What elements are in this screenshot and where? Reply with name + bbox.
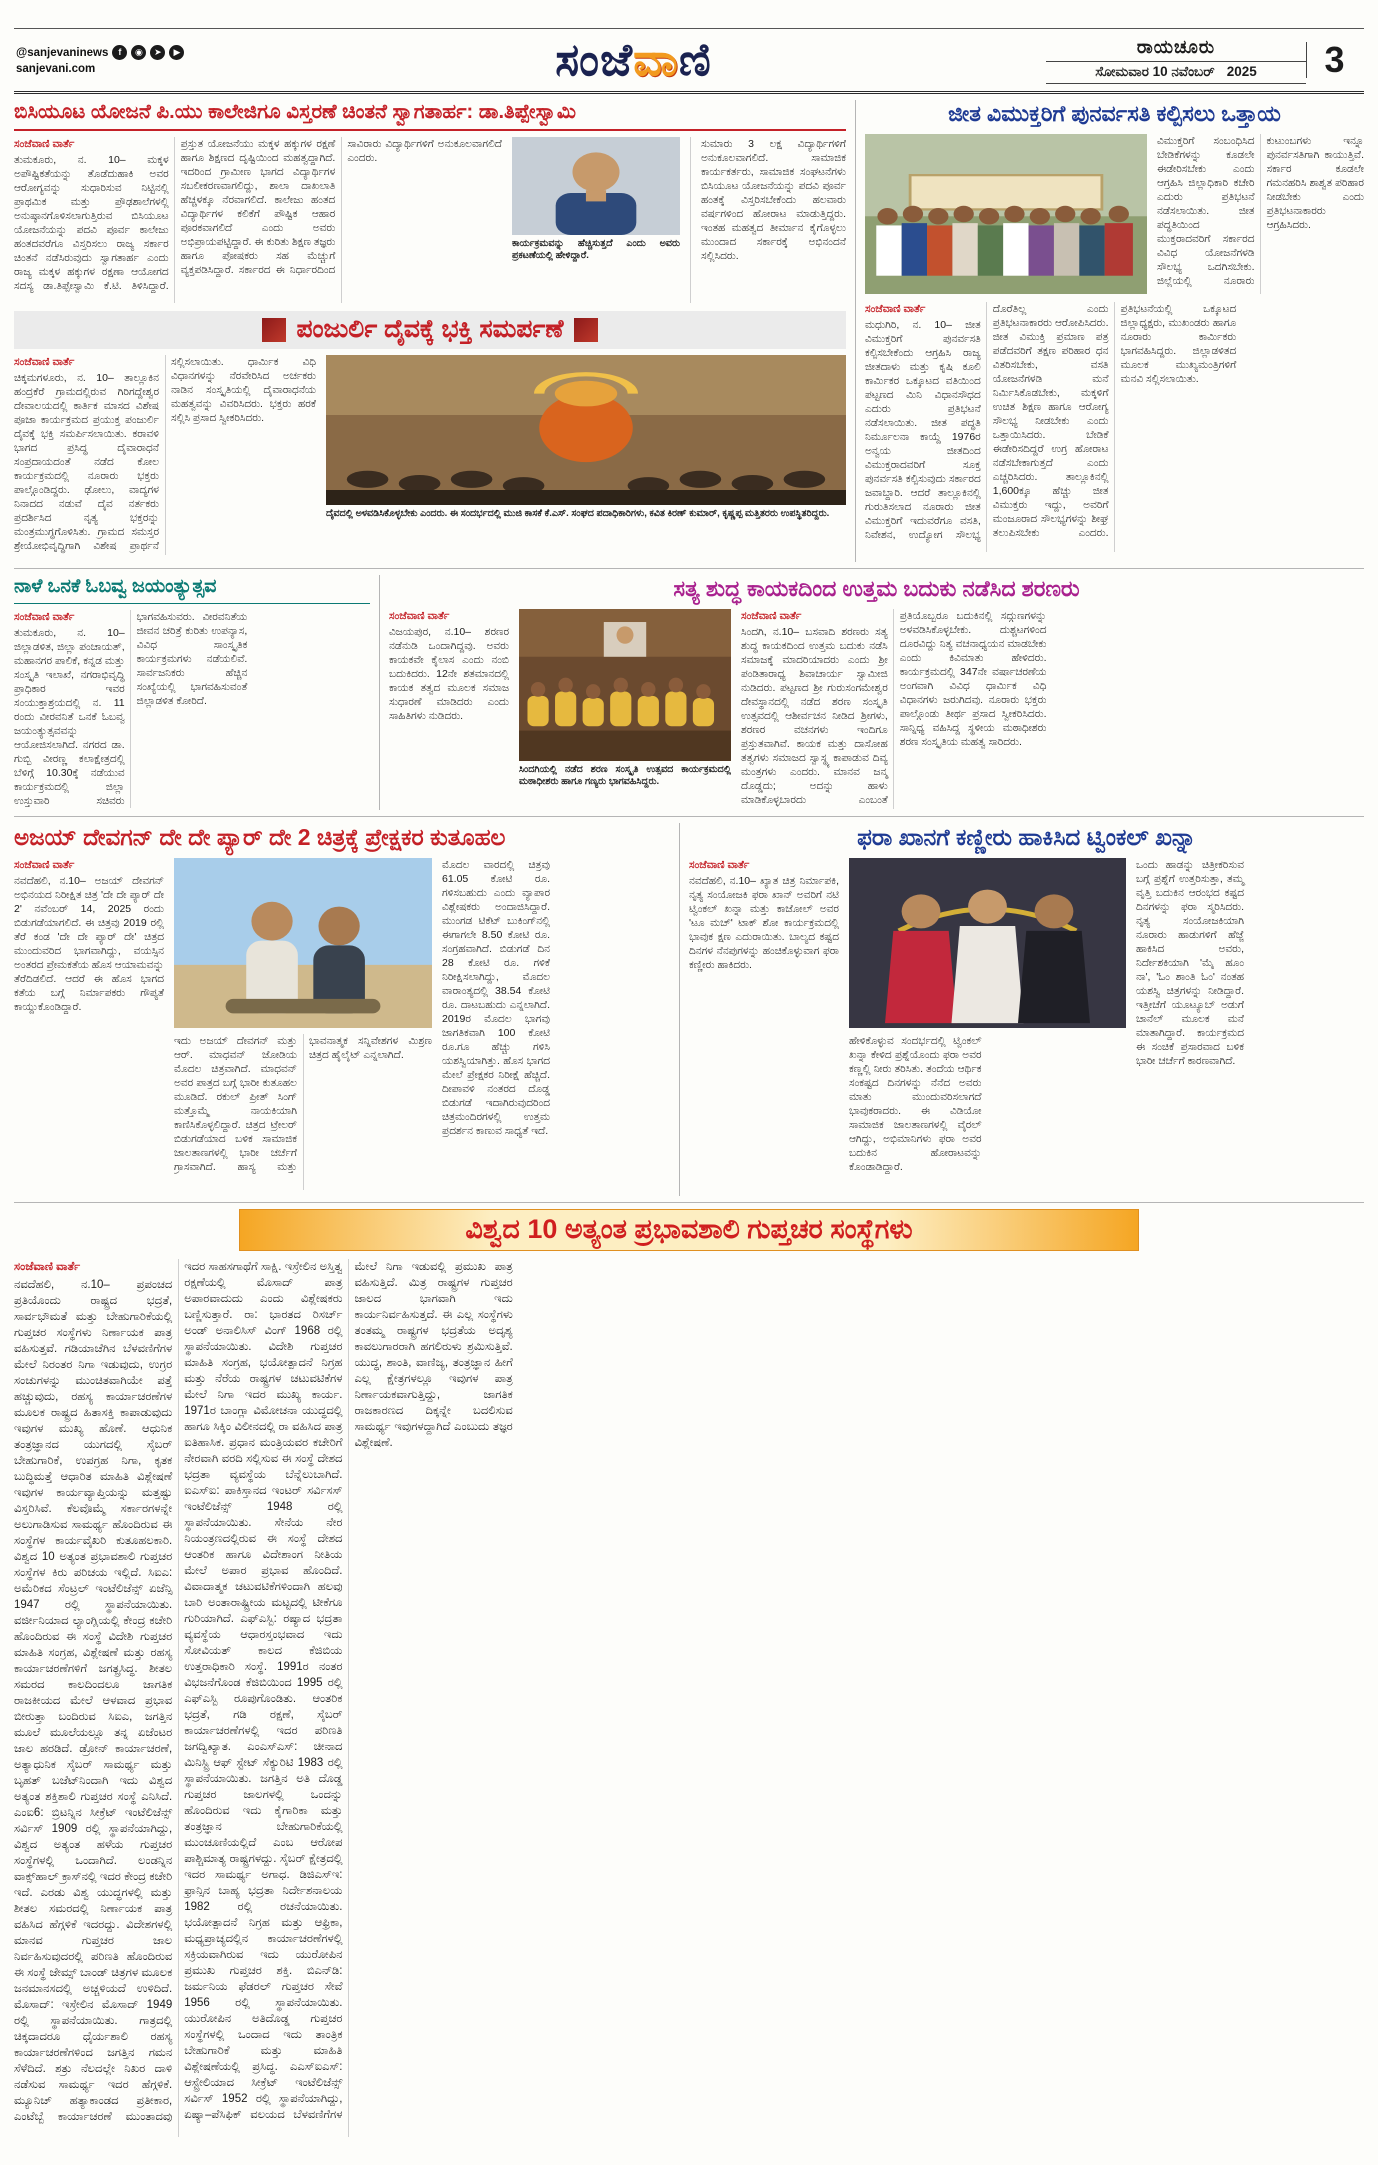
headline-intelligence-agencies: ವಿಶ್ವದ 10 ಅತ್ಯಂತ ಪ್ರಭಾವಶಾಲಿ ಗುಪ್ತಚರ ಸಂಸ್ಥೆಗಳು	[465, 1214, 913, 1244]
byline: ಸಂಜೆವಾಣಿ ವಾರ್ತೆ	[14, 610, 75, 623]
top-right-column	[856, 100, 1364, 562]
article-left-column	[389, 609, 509, 809]
edition-city: ರಾಯಚೂರು	[1136, 36, 1216, 57]
photo-caption: ಕಾರ್ಯಕ್ರಮವನ್ನು ಹೆಚ್ಚಿಸುತ್ತದೆ ಎಂದು ಅವರು ಪ್ರಕಟಣೆಯಲ್ಲಿ ಹೇಳಿದ್ದಾರೆ.	[512, 237, 680, 261]
body-text: ಇದು ಅಜಯ್ ದೇವಗನ್ ಮತ್ತು ಆರ್. ಮಾಧವನ್ ಜೋಡಿಯ ಮೊದಲ ಚಿತ್ರವಾಗಿದೆ. ಮಾಧವನ್ ಅವರ ಪಾತ್ರದ ಬಗ್ಗೆ ಭಾರೀ ಕುತೂಹಲ ಮೂಡಿದೆ. ರಕುಲ್ ಪ್ರೀತ್ ಸಿಂಗ್ ಮತ್ತೊಮ್ಮೆ ನಾಯಕಿಯಾಗಿ ಕಾಣಿಸಿಕೊಳ್ಳಲಿದ್ದಾರೆ. ಚಿತ್ರದ ಟ್ರೇಲರ್ ಬಿಡುಗಡೆಯಾದ ಬಳಿಕ ಸಾಮಾಜಿಕ ಜಾಲತಾಣಗಳಲ್ಲಿ ಭಾರೀ ಚರ್ಚೆಗೆ ಗ್ರಾಸವಾಗಿದೆ. ಹಾಸ್ಯ ಮತ್ತು ಭಾವನಾತ್ಮಕ ಸನ್ನಿವೇಶಗಳ ಮಿಶ್ರಣ ಚಿತ್ರದ ಹೈಲೈಟ್ ಎನ್ನಲಾಗಿದೆ.	[174, 1035, 432, 1174]
photo-protest-group	[865, 134, 1147, 294]
headline-sharanaru: ಸತ್ಯ ಶುದ್ಧ ಕಾಯಕದಿಂದ ಉತ್ತಮ ಬದುಕು ನಡೆಸಿದ ಶರಣರು	[673, 576, 1080, 601]
headline-bonded-labour: ಜೀತ ವಿಮುಕ್ತರಿಗೆ ಪುನರ್ವಸತಿ ಕಲ್ಪಿಸಲು ಒತ್ತಾಯ	[948, 101, 1281, 126]
edition-date: ಸೋಮವಾರ 10 ನವೆಂಬರ್	[1095, 63, 1215, 79]
website-link[interactable]: sanjevani.com	[16, 63, 96, 75]
photo-caption: ಸಿಂದಗಿಯಲ್ಲಿ ನಡೆದ ಶರಣ ಸಂಸ್ಕೃತಿ ಉತ್ಸವದ ಕಾರ್ಯಕ್ರಮದಲ್ಲಿ ಮಠಾಧೀಶರು ಹಾಗೂ ಗಣ್ಯರು ಭಾಗವಹಿಸಿದ್ದರು.	[519, 763, 731, 787]
article-farah-khan	[689, 823, 1364, 1190]
byline: ಸಂಜೆವಾಣಿ ವಾರ್ತೆ	[741, 609, 802, 622]
photo-caption: ದೈವದಲ್ಲಿ ಅಳವಡಿಸಿಕೊಳ್ಳಬೇಕು ಎಂದರು. ಈ ಸಂದರ್ಭದಲ್ಲಿ ಮುಜಿ ಕಾಸಕೆ ಕೆ.ಎಸ್. ಸಂಘದ ಪದಾಧಿಕಾರಿಗಳು, ಕವಿತ ಕಿರಣ್ ಕುಮಾರ್, ಕೃಷ್ಣಪ್ಪ ಮತ್ತಿತರರು ಉಪಸ್ಥಿತರಿದ್ದರು.	[326, 507, 830, 519]
entertainment-section	[14, 816, 1364, 1196]
body-text: ಒಂದು ಹಾಡನ್ನು ಚಿತ್ರೀಕರಿಸುವ ಬಗ್ಗೆ ಪ್ರಶ್ನೆಗೆ ಉತ್ತರಿಸುತ್ತಾ, ತಮ್ಮ ವೃತ್ತಿ ಬದುಕಿನ ಆರಂಭದ ಕಷ್ಟದ ದಿನಗಳನ್ನು ಫರಾ ಸ್ಮರಿಸಿದರು. ನೃತ್ಯ ಸಂಯೋಜಕಿಯಾಗಿ ನೂರಾರು ಹಾಡುಗಳಿಗೆ ಹೆಜ್ಜೆ ಹಾಕಿಸಿದ ಅವರು, ನಿರ್ದೇಶಕಿಯಾಗಿ 'ಮೈ ಹೂಂ ನಾ', 'ಓಂ ಶಾಂತಿ ಓಂ' ನಂತಹ ಯಶಸ್ವಿ ಚಿತ್ರಗಳನ್ನು ನೀಡಿದ್ದಾರೆ. ಇತ್ತೀಚೆಗೆ ಯೂಟ್ಯೂಬ್ ಅಡುಗೆ ಚಾನೆಲ್ ಮೂಲಕ ಮನೆ ಮಾತಾಗಿದ್ದಾರೆ. ಕಾರ್ಯಕ್ರಮದ ಈ ಸಂಚಿಕೆ ಪ್ರಸಾರವಾದ ಬಳಿಕ ಭಾರೀ ಚರ್ಚೆಗೆ ಕಾರಣವಾಗಿದೆ.	[1136, 859, 1244, 1068]
headline-ajay-devgn: ಅಜಯ್ ದೇವಗನ್ ದೇ ದೇ ಪ್ಯಾರ್ ದೇ 2 ಚಿತ್ರಕ್ಕೆ ಪ್ರೇಕ್ಷಕರ ಕುತೂಹಲ	[14, 824, 506, 850]
byline: ಸಂಜೆವಾಣಿ ವಾರ್ತೆ	[14, 1261, 81, 1273]
byline: ಸಂಜೆವಾಣಿ ವಾರ್ತೆ	[865, 303, 926, 316]
body-text: ಮಧುಗಿರಿ, ನ. 10– ಜೀತ ವಿಮುಕ್ತರಿಗೆ ಪುನರ್ವಸತಿ ಕಲ್ಪಿಸಬೇಕೆಂದು ಆಗ್ರಹಿಸಿ ರಾಜ್ಯ ಜೀತದಾಳು ಮತ್ತು ಕೃಷಿ ಕೂಲಿ ಕಾರ್ಮಿಕರ ಒಕ್ಕೂಟದ ವತಿಯಿಂದ ಪಟ್ಟಣದ ಮಿನಿ ವಿಧಾನಸೌಧದ ಎದುರು ಪ್ರತಿಭಟನೆ ನಡೆಸಲಾಯಿತು. ಜೀತ ಪದ್ಧತಿ ನಿರ್ಮೂಲನಾ ಕಾಯ್ದೆ 1976ರ ಅನ್ವಯ ಜೀತದಿಂದ ವಿಮುಕ್ತರಾದವರಿಗೆ ಸೂಕ್ತ ಪುನರ್ವಸತಿ ಕಲ್ಪಿಸುವುದು ಸರ್ಕಾರದ ಜವಾಬ್ದಾರಿ. ಆದರೆ ತಾಲ್ಲೂಕಿನಲ್ಲಿ ಗುರುತಿಸಲಾದ ನೂರಾರು ಜೀತ ವಿಮುಕ್ತರಿಗೆ ಇದುವರೆಗೂ ವಸತಿ, ನಿವೇಶನ, ಉದ್ಯೋಗ ಸೌಲಭ್ಯ ದೊರೆತಿಲ್ಲ ಎಂದು ಪ್ರತಿಭಟನಾಕಾರರು ಆರೋಪಿಸಿದರು. ಜೀತ ವಿಮುಕ್ತಿ ಪ್ರಮಾಣ ಪತ್ರ ಪಡೆದವರಿಗೆ ತಕ್ಷಣ ಪರಿಹಾರ ಧನ ವಿತರಿಸಬೇಕು, ವಸತಿ ಯೋಜನೆಗಳಡಿ ಮನೆ ನಿರ್ಮಿಸಿಕೊಡಬೇಕು, ಮಕ್ಕಳಿಗೆ ಉಚಿತ ಶಿಕ್ಷಣ ಹಾಗೂ ಆರೋಗ್ಯ ಸೌಲಭ್ಯ ನೀಡಬೇಕು ಎಂದು ಒತ್ತಾಯಿಸಿದರು. ಬೇಡಿಕೆ ಈಡೇರಿಸದಿದ್ದರೆ ಉಗ್ರ ಹೋರಾಟ ನಡೆಸಬೇಕಾಗುತ್ತದೆ ಎಂದು ಎಚ್ಚರಿಸಿದರು. ತಾಲ್ಲೂಕಿನಲ್ಲಿ 1,600ಕ್ಕೂ ಹೆಚ್ಚು ಜೀತ ವಿಮುಕ್ತರು ಇದ್ದು, ಅವರಿಗೆ ಮಂಜೂರಾದ ಸೌಲಭ್ಯಗಳನ್ನು ಶೀಘ್ರ ತಲುಪಿಸಬೇಕು ಎಂದರು. ಪ್ರತಿಭಟನೆಯಲ್ಲಿ ಒಕ್ಕೂಟದ ಜಿಲ್ಲಾಧ್ಯಕ್ಷರು, ಮುಖಂಡರು ಹಾಗೂ ನೂರಾರು ಕಾರ್ಮಿಕರು ಭಾಗವಹಿಸಿದ್ದರು. ಜಿಲ್ಲಾಡಳಿತದ ಮೂಲಕ ಮುಖ್ಯಮಂತ್ರಿಗಳಿಗೆ ಮನವಿ ಸಲ್ಲಿಸಲಾಯಿತು.	[865, 303, 1237, 542]
article-body	[741, 609, 1364, 809]
masthead	[14, 28, 1364, 94]
facebook-icon[interactable]: f	[112, 45, 127, 60]
byline: ಸಂಜೆವಾಣಿ ವಾರ್ತೆ	[14, 137, 75, 150]
logo-text-right: ಣಿ	[678, 33, 712, 85]
body-text: ವಿಮುಕ್ತರಿಗೆ ಸಂಬಂಧಿಸಿದ ಬೇಡಿಕೆಗಳನ್ನು ಕೂಡಲೇ ಈಡೇರಿಸಬೇಕು ಎಂದು ಆಗ್ರಹಿಸಿ ಜಿಲ್ಲಾಧಿಕಾರಿ ಕಚೇರಿ ಎದುರು ಪ್ರತಿಭಟನೆ ನಡೆಸಲಾಯಿತು. ಜೀತ ಪದ್ಧತಿಯಿಂದ ಮುಕ್ತರಾದವರಿಗೆ ಸರ್ಕಾರದ ವಿವಿಧ ಯೋಜನೆಗಳಡಿ ಸೌಲಭ್ಯ ಒದಗಿಸಬೇಕು. ಜಿಲ್ಲೆಯಲ್ಲಿ ನೂರಾರು ಕುಟುಂಬಗಳು ಇನ್ನೂ ಪುನರ್ವಸತಿಗಾಗಿ ಕಾಯುತ್ತಿವೆ. ಸರ್ಕಾರ ಕೂಡಲೇ ಗಮನಹರಿಸಿ ಶಾಶ್ವತ ಪರಿಹಾರ ನೀಡಬೇಕು ಎಂದು ಪ್ರತಿಭಟನಾಕಾರರು ಆಗ್ರಹಿಸಿದರು.	[1157, 135, 1364, 288]
youtube-icon[interactable]: ▶	[169, 45, 184, 60]
photo-daiva-ritual-crowd	[326, 355, 846, 505]
masthead-social-block	[16, 45, 221, 75]
photo-movie-still	[174, 858, 432, 1028]
entertainment-right-column	[680, 823, 1364, 1196]
middle-section	[14, 568, 1364, 810]
edition-info	[1046, 37, 1306, 84]
article-mid-columns	[174, 1034, 432, 1190]
body-text: ವಿಜಯಪುರ, ನ.10– ಶರಣರ ನಡೆನುಡಿ ಒಂದಾಗಿದ್ದವು. ಅವರು ಕಾಯಕವೇ ಕೈಲಾಸ ಎಂದು ನಂಬಿ ಬದುಕಿದರು. 12ನೇ ಶತಮಾನದಲ್ಲಿ ಕಾಯಕ ತತ್ವದ ಮೂಲಕ ಸಮಾಜ ಸುಧಾರಣೆ ಮಾಡಿದರು ಎಂದು ಸಾಹಿತಿಗಳು ನುಡಿದರು.	[389, 625, 509, 722]
body-text: ತುಮಕೂರು, ನ. 10– ಮಕ್ಕಳ ಅಪೌಷ್ಟಿಕತೆಯನ್ನು ತೊಡೆದುಹಾಕಿ ಅವರ ಆರೋಗ್ಯವನ್ನು ಸುಧಾರಿಸುವ ನಿಟ್ಟಿನಲ್ಲಿ ಪ್ರಾಥಮಿಕ ಮತ್ತು ಪ್ರೌಢಶಾಲೆಗಳಲ್ಲಿ ಅನುಷ್ಠಾನಗೊಳಿಸಲಾಗುತ್ತಿರುವ ಬಿಸಿಯೂಟ ಯೋಜನೆಯನ್ನು ಪದವಿ ಪೂರ್ವ ಕಾಲೇಜು ಹಂತದವರೆಗೂ ವಿಸ್ತರಿಸಲು ರಾಜ್ಯ ಸರ್ಕಾರ ಚಿಂತನೆ ನಡೆಸಿರುವುದು ಸ್ವಾಗತಾರ್ಹ ಎಂದು ರಾಜ್ಯ ಮಕ್ಕಳ ಹಕ್ಕುಗಳ ರಕ್ಷಣಾ ಆಯೋಗದ ಸದಸ್ಯ ಡಾ.ತಿಪ್ಪೇಸ್ವಾಮಿ ಕೆ.ಟಿ. ತಿಳಿಸಿದ್ದಾರೆ. ಪ್ರಸ್ತುತ ಯೋಜನೆಯು ಮಕ್ಕಳ ಹಕ್ಕುಗಳ ರಕ್ಷಣೆ ಹಾಗೂ ಶಿಕ್ಷಣದ ದೃಷ್ಟಿಯಿಂದ ಮಹತ್ವದ್ದಾಗಿದೆ. ಇದರಿಂದ ಗ್ರಾಮೀಣ ಭಾಗದ ವಿದ್ಯಾರ್ಥಿಗಳ ಸಬಲೀಕರಣವಾಗಲಿದ್ದು, ಶಾಲಾ ದಾಖಲಾತಿ ಹೆಚ್ಚಳಕ್ಕೂ ನೆರವಾಗಲಿದೆ. ಕಾಲೇಜು ಹಂತದ ವಿದ್ಯಾರ್ಥಿಗಳ ಕಲಿಕೆಗೆ ಪೌಷ್ಟಿಕ ಆಹಾರ ಪೂರಕವಾಗಲಿದೆ ಎಂದು ಅವರು ಅಭಿಪ್ರಾಯಪಟ್ಟಿದ್ದಾರೆ. ಈ ಕುರಿತು ಶಿಕ್ಷಣ ತಜ್ಞರು ಹಾಗೂ ಪೋಷಕರು ಸಹ ಮೆಚ್ಚುಗೆ ವ್ಯಕ್ತಪಡಿಸಿದ್ದಾರೆ. ಸರ್ಕಾರದ ಈ ನಿರ್ಧಾರದಿಂದ ಸಾವಿರಾರು ವಿದ್ಯಾರ್ಥಿಗಳಿಗೆ ಅನುಕೂಲವಾಗಲಿದೆ ಎಂದರು.	[14, 137, 502, 292]
article-body	[14, 610, 370, 808]
article-mid-columns	[849, 1034, 1126, 1190]
article-bonded-labour	[865, 100, 1364, 552]
page-number: 3	[1306, 42, 1362, 78]
body-text: ನವದೆಹಲಿ, ನ.10– ಖ್ಯಾತ ಚಿತ್ರ ನಿರ್ಮಾಪಕಿ, ನೃತ್ಯ ಸಂಯೋಜಕಿ ಫರಾ ಖಾನ್ ಅವರಿಗೆ ನಟಿ ಟ್ವಿಂಕಲ್ ಖನ್ನಾ ಮತ್ತು ಕಾಜೋಲ್ ಅವರ 'ಟೂ ಮಚ್' ಟಾಕ್ ಶೋ ಕಾರ್ಯಕ್ರಮದಲ್ಲಿ ಭಾವುಕ ಕ್ಷಣ ಎದುರಾಯಿತು. ಬಾಲ್ಯದ ಕಷ್ಟದ ದಿನಗಳ ನೆನಪುಗಳನ್ನು ಹಂಚಿಕೊಳ್ಳುವಾಗ ಫರಾ ಕಣ್ಣೀರು ಹಾಕಿದರು.	[689, 875, 839, 972]
entertainment-left-column	[14, 823, 680, 1196]
top-left-column	[14, 100, 856, 562]
body-text: ತುಮಕೂರು, ನ. 10– ಜಿಲ್ಲಾಡಳಿತ, ಜಿಲ್ಲಾ ಪಂಚಾಯತ್, ಮಹಾನಗರ ಪಾಲಿಕೆ, ಕನ್ನಡ ಮತ್ತು ಸಂಸ್ಕೃತಿ ಇಲಾಖೆ, ನಗರಾಭಿವೃದ್ಧಿ ಪ್ರಾಧಿಕಾರ ಇವರ ಸಂಯುಕ್ತಾಶ್ರಯದಲ್ಲಿ ನ. 11 ರಂದು ವೀರವನಿತೆ ಒನಕೆ ಓಬವ್ವ ಜಯಂತ್ಯುತ್ಸವವನ್ನು ಆಯೋಜಿಸಲಾಗಿದೆ. ನಗರದ ಡಾ. ಗುಬ್ಬಿ ವೀರಣ್ಣ ಕಲಾಕ್ಷೇತ್ರದಲ್ಲಿ ಬೆಳಿಗ್ಗೆ 10.30ಕ್ಕೆ ನಡೆಯುವ ಕಾರ್ಯಕ್ರಮದಲ್ಲಿ ಜಿಲ್ಲಾ ಉಸ್ತುವಾರಿ ಸಚಿವರು ಭಾಗವಹಿಸುವರು. ವೀರವನಿತೆಯ ಜೀವನ ಚರಿತ್ರೆ ಕುರಿತು ಉಪನ್ಯಾಸ, ವಿವಿಧ ಸಾಂಸ್ಕೃತಿಕ ಕಾರ್ಯಕ್ರಮಗಳು ನಡೆಯಲಿವೆ. ಸಾರ್ವಜನಿಕರು ಹೆಚ್ಚಿನ ಸಂಖ್ಯೆಯಲ್ಲಿ ಭಾಗವಹಿಸುವಂತೆ ಜಿಲ್ಲಾಡಳಿತ ಕೋರಿದೆ.	[14, 610, 248, 807]
body-text: ಮೊದಲ ವಾರದಲ್ಲಿ ಚಿತ್ರವು 61.05 ಕೋಟಿ ರೂ. ಗಳಿಸಬಹುದು ಎಂದು ವ್ಯಾಪಾರ ವಿಶ್ಲೇಷಕರು ಅಂದಾಜಿಸಿದ್ದಾರೆ. ಮುಂಗಡ ಟಿಕೆಟ್ ಬುಕಿಂಗ್‌ನಲ್ಲಿ ಈಗಾಗಲೇ 8.50 ಕೋಟಿ ರೂ. ಸಂಗ್ರಹವಾಗಿದೆ. ಬಿಡುಗಡೆ ದಿನ 28 ಕೋಟಿ ರೂ. ಗಳಿಕೆ ನಿರೀಕ್ಷಿಸಲಾಗಿದ್ದು, ಮೊದಲ ವಾರಾಂತ್ಯದಲ್ಲಿ 38.54 ಕೋಟಿ ರೂ. ದಾಟಬಹುದು ಎನ್ನಲಾಗಿದೆ. 2019ರ ಮೊದಲ ಭಾಗವು ಜಾಗತಿಕವಾಗಿ 100 ಕೋಟಿ ರೂ.ಗೂ ಹೆಚ್ಚು ಗಳಿಸಿ ಯಶಸ್ವಿಯಾಗಿತ್ತು. ಹೊಸ ಭಾಗದ ಮೇಲೆ ಪ್ರೇಕ್ಷಕರ ನಿರೀಕ್ಷೆ ಹೆಚ್ಚಿದೆ. ದೀಪಾವಳಿ ನಂತರದ ದೊಡ್ಡ ಬಿಡುಗಡೆ ಇದಾಗಿರುವುದರಿಂದ ಚಿತ್ರಮಂದಿರಗಳಲ್ಲಿ ಉತ್ತಮ ಪ್ರದರ್ಶನ ಕಾಣುವ ಸಾಧ್ಯತೆ ಇದೆ.	[442, 859, 550, 1138]
body-text: ನವದೆಹಲಿ, ನ.10– ಪ್ರಪಂಚದ ಪ್ರತಿಯೊಂದು ರಾಷ್ಟ್ರದ ಭದ್ರತೆ, ಸಾರ್ವಭೌಮತೆ ಮತ್ತು ಬೇಹುಗಾರಿಕೆಯಲ್ಲಿ ಗುಪ್ತಚರ ಸಂಸ್ಥೆಗಳು ನಿರ್ಣಾಯಕ ಪಾತ್ರ ವಹಿಸುತ್ತವೆ. ಗಡಿಯಾಚೆಗಿನ ಬೆಳವಣಿಗೆಗಳ ಮೇಲೆ ನಿರಂತರ ನಿಗಾ ಇಡುವುದು, ಉಗ್ರರ ಸಂಚುಗಳನ್ನು ಮುಂಚಿತವಾಗಿಯೇ ಪತ್ತೆ ಹಚ್ಚುವುದು, ರಹಸ್ಯ ಕಾರ್ಯಾಚರಣೆಗಳ ಮೂಲಕ ರಾಷ್ಟ್ರದ ಹಿತಾಸಕ್ತಿ ಕಾಪಾಡುವುದು ಇವುಗಳ ಮುಖ್ಯ ಹೊಣೆ. ಆಧುನಿಕ ತಂತ್ರಜ್ಞಾನದ ಯುಗದಲ್ಲಿ ಸೈಬರ್ ಬೇಹುಗಾರಿಕೆ, ಉಪಗ್ರಹ ನಿಗಾ, ಕೃತಕ ಬುದ್ಧಿಮತ್ತೆ ಆಧಾರಿತ ಮಾಹಿತಿ ವಿಶ್ಲೇಷಣೆ ಇವುಗಳ ಕಾರ್ಯವ್ಯಾಪ್ತಿಯನ್ನು ಮತ್ತಷ್ಟು ವಿಸ್ತರಿಸಿವೆ. ಕೆಲವೊಮ್ಮೆ ಸರ್ಕಾರಗಳನ್ನೇ ಅಲುಗಾಡಿಸುವ ಸಾಮರ್ಥ್ಯ ಹೊಂದಿರುವ ಈ ಸಂಸ್ಥೆಗಳ ಕಾರ್ಯವೈಖರಿ ಕುತೂಹಲಕಾರಿ. ವಿಶ್ವದ 10 ಅತ್ಯಂತ ಪ್ರಭಾವಶಾಲಿ ಗುಪ್ತಚರ ಸಂಸ್ಥೆಗಳ ಕಿರು ಪರಿಚಯ ಇಲ್ಲಿದೆ. ಸಿಐಎ: ಅಮೆರಿಕದ ಸೆಂಟ್ರಲ್ ಇಂಟೆಲಿಜೆನ್ಸ್ ಏಜೆನ್ಸಿ 1947 ರಲ್ಲಿ ಸ್ಥಾಪನೆಯಾಯಿತು. ವರ್ಜೀನಿಯಾದ ಲ್ಯಾಂಗ್ಲಿಯಲ್ಲಿ ಕೇಂದ್ರ ಕಚೇರಿ ಹೊಂದಿರುವ ಈ ಸಂಸ್ಥೆ ವಿದೇಶಿ ಗುಪ್ತಚರ ಮಾಹಿತಿ ಸಂಗ್ರಹ, ವಿಶ್ಲೇಷಣೆ ಮತ್ತು ರಹಸ್ಯ ಕಾರ್ಯಾಚರಣೆಗಳಿಗೆ ಜಗತ್ಪ್ರಸಿದ್ಧ. ಶೀತಲ ಸಮರದ ಕಾಲದಿಂದಲೂ ಜಾಗತಿಕ ರಾಜಕೀಯದ ಮೇಲೆ ಆಳವಾದ ಪ್ರಭಾವ ಬೀರುತ್ತಾ ಬಂದಿರುವ ಸಿಐಎ, ಜಗತ್ತಿನ ಮೂಲೆ ಮೂಲೆಯಲ್ಲೂ ತನ್ನ ಏಜೆಂಟರ ಜಾಲ ಹರಡಿದೆ. ಡ್ರೋನ್ ಕಾರ್ಯಾಚರಣೆ, ಅತ್ಯಾಧುನಿಕ ಸೈಬರ್ ಸಾಮರ್ಥ್ಯ ಮತ್ತು ಬೃಹತ್ ಬಜೆಟ್‌ನಿಂದಾಗಿ ಇದು ವಿಶ್ವದ ಅತ್ಯಂತ ಶಕ್ತಿಶಾಲಿ ಗುಪ್ತಚರ ಸಂಸ್ಥೆ ಎನಿಸಿದೆ. ಎಂಐ6: ಬ್ರಿಟನ್ನಿನ ಸೀಕ್ರೆಟ್ ಇಂಟೆಲಿಜೆನ್ಸ್ ಸರ್ವಿಸ್ 1909 ರಲ್ಲಿ ಸ್ಥಾಪನೆಯಾಗಿದ್ದು, ವಿಶ್ವದ ಅತ್ಯಂತ ಹಳೆಯ ಗುಪ್ತಚರ ಸಂಸ್ಥೆಗಳಲ್ಲಿ ಒಂದಾಗಿದೆ. ಲಂಡನ್ನಿನ ವಾಕ್ಸ್‌ಹಾಲ್ ಕ್ರಾಸ್‌ನಲ್ಲಿ ಇದರ ಕೇಂದ್ರ ಕಚೇರಿ ಇದೆ. ಎರಡು ವಿಶ್ವ ಯುದ್ಧಗಳಲ್ಲಿ ಮತ್ತು ಶೀತಲ ಸಮರದಲ್ಲಿ ನಿರ್ಣಾಯಕ ಪಾತ್ರ ವಹಿಸಿದ ಹೆಗ್ಗಳಿಕೆ ಇದರದ್ದು. ವಿದೇಶಗಳಲ್ಲಿ ಮಾನವ ಗುಪ್ತಚರ ಜಾಲ ನಿರ್ವಹಿಸುವುದರಲ್ಲಿ ಪರಿಣತಿ ಹೊಂದಿರುವ ಈ ಸಂಸ್ಥೆ ಜೇಮ್ಸ್ ಬಾಂಡ್ ಚಿತ್ರಗಳ ಮೂಲಕ ಜನಮಾನಸದಲ್ಲಿ ಅಚ್ಚಳಿಯದೆ ಉಳಿದಿದೆ. ಮೊಸಾದ್: ಇಸ್ರೇಲಿನ ಮೊಸಾದ್ 1949 ರಲ್ಲಿ ಸ್ಥಾಪನೆಯಾಯಿತು. ಗಾತ್ರದಲ್ಲಿ ಚಿಕ್ಕದಾದರೂ ಧೈರ್ಯಶಾಲಿ ರಹಸ್ಯ ಕಾರ್ಯಾಚರಣೆಗಳಿಂದ ಜಗತ್ತಿನ ಗಮನ ಸೆಳೆದಿದೆ. ಶತ್ರು ನೆಲದಲ್ಲೇ ನಿಖರ ದಾಳಿ ನಡೆಸುವ ಸಾಮರ್ಥ್ಯ ಇದರ ಹೆಗ್ಗಳಿಕೆ. ಮ್ಯೂನಿಚ್ ಹತ್ಯಾಕಾಂಡದ ಪ್ರತೀಕಾರ, ಎಂಟೆಬ್ಬೆ ಕಾರ್ಯಾಚರಣೆ ಮುಂತಾದವು ಇದರ ಸಾಹಸಗಾಥೆಗೆ ಸಾಕ್ಷಿ. ಇಸ್ರೇಲಿನ ಅಸ್ತಿತ್ವ ರಕ್ಷಣೆಯಲ್ಲಿ ಮೊಸಾದ್ ಪಾತ್ರ ಅಪಾರವಾದುದು ಎಂದು ವಿಶ್ಲೇಷಕರು ಬಣ್ಣಿಸುತ್ತಾರೆ. ರಾ: ಭಾರತದ ರಿಸರ್ಚ್ ಅಂಡ್ ಅನಾಲಿಸಿಸ್ ವಿಂಗ್ 1968 ರಲ್ಲಿ ಸ್ಥಾಪನೆಯಾಯಿತು. ವಿದೇಶಿ ಗುಪ್ತಚರ ಮಾಹಿತಿ ಸಂಗ್ರಹ, ಭಯೋತ್ಪಾದನೆ ನಿಗ್ರಹ ಮತ್ತು ನೆರೆಯ ರಾಷ್ಟ್ರಗಳ ಚಟುವಟಿಕೆಗಳ ಮೇಲೆ ನಿಗಾ ಇದರ ಮುಖ್ಯ ಕಾರ್ಯ. 1971ರ ಬಾಂಗ್ಲಾ ವಿಮೋಚನಾ ಯುದ್ಧದಲ್ಲಿ ಹಾಗೂ ಸಿಕ್ಕಿಂ ವಿಲೀನದಲ್ಲಿ ರಾ ವಹಿಸಿದ ಪಾತ್ರ ಐತಿಹಾಸಿಕ. ಪ್ರಧಾನ ಮಂತ್ರಿಯವರ ಕಚೇರಿಗೆ ನೇರವಾಗಿ ವರದಿ ಸಲ್ಲಿಸುವ ಈ ಸಂಸ್ಥೆ ದೇಶದ ಭದ್ರತಾ ವ್ಯವಸ್ಥೆಯ ಬೆನ್ನೆಲುಬಾಗಿದೆ. ಐಎಸ್ಐ: ಪಾಕಿಸ್ತಾನದ ಇಂಟರ್ ಸರ್ವಿಸಸ್ ಇಂಟೆಲಿಜೆನ್ಸ್ 1948 ರಲ್ಲಿ ಸ್ಥಾಪನೆಯಾಯಿತು. ಸೇನೆಯ ನೇರ ನಿಯಂತ್ರಣದಲ್ಲಿರುವ ಈ ಸಂಸ್ಥೆ ದೇಶದ ಆಂತರಿಕ ಹಾಗೂ ವಿದೇಶಾಂಗ ನೀತಿಯ ಮೇಲೆ ಅಪಾರ ಪ್ರಭಾವ ಹೊಂದಿದೆ. ವಿವಾದಾತ್ಮಕ ಚಟುವಟಿಕೆಗಳಿಂದಾಗಿ ಹಲವು ಬಾರಿ ಅಂತಾರಾಷ್ಟ್ರೀಯ ಮಟ್ಟದಲ್ಲಿ ಟೀಕೆಗೂ ಗುರಿಯಾಗಿದೆ. ಎಫ್ಎಸ್ಬಿ: ರಷ್ಯಾದ ಭದ್ರತಾ ವ್ಯವಸ್ಥೆಯ ಆಧಾರಸ್ತಂಭವಾದ ಇದು ಸೋವಿಯತ್ ಕಾಲದ ಕೆಜಿಬಿಯ ಉತ್ತರಾಧಿಕಾರಿ ಸಂಸ್ಥೆ. 1991ರ ನಂತರ ವಿಭಜನೆಗೊಂಡ ಕೆಜಿಬಿಯಿಂದ 1995 ರಲ್ಲಿ ಎಫ್ಎಸ್ಬಿ ರೂಪುಗೊಂಡಿತು. ಆಂತರಿಕ ಭದ್ರತೆ, ಗಡಿ ರಕ್ಷಣೆ, ಸೈಬರ್ ಕಾರ್ಯಾಚರಣೆಗಳಲ್ಲಿ ಇದರ ಪರಿಣತಿ ಜಗದ್ವಿಖ್ಯಾತ. ಎಂಎಸ್ಎಸ್: ಚೀನಾದ ಮಿನಿಸ್ಟ್ರಿ ಆಫ್ ಸ್ಟೇಟ್ ಸೆಕ್ಯುರಿಟಿ 1983 ರಲ್ಲಿ ಸ್ಥಾಪನೆಯಾಯಿತು. ಜಗತ್ತಿನ ಅತಿ ದೊಡ್ಡ ಗುಪ್ತಚರ ಜಾಲಗಳಲ್ಲಿ ಒಂದನ್ನು ಹೊಂದಿರುವ ಇದು ಕೈಗಾರಿಕಾ ಮತ್ತು ತಂತ್ರಜ್ಞಾನ ಬೇಹುಗಾರಿಕೆಯಲ್ಲಿ ಮುಂಚೂಣಿಯಲ್ಲಿದೆ ಎಂಬ ಆರೋಪ ಪಾಶ್ಚಿಮಾತ್ಯ ರಾಷ್ಟ್ರಗಳದ್ದು. ಸೈಬರ್ ಕ್ಷೇತ್ರದಲ್ಲಿ ಇದರ ಸಾಮರ್ಥ್ಯ ಅಗಾಧ. ಡಿಜಿಎಸ್ಇ: ಫ್ರಾನ್ಸಿನ ಬಾಹ್ಯ ಭದ್ರತಾ ನಿರ್ದೇಶನಾಲಯ 1982 ರಲ್ಲಿ ರಚನೆಯಾಯಿತು. ಭಯೋತ್ಪಾದನೆ ನಿಗ್ರಹ ಮತ್ತು ಆಫ್ರಿಕಾ, ಮಧ್ಯಪ್ರಾಚ್ಯದಲ್ಲಿನ ಕಾರ್ಯಾಚರಣೆಗಳಲ್ಲಿ ಸಕ್ರಿಯವಾಗಿರುವ ಇದು ಯುರೋಪಿನ ಪ್ರಮುಖ ಗುಪ್ತಚರ ಶಕ್ತಿ. ಬಿಎನ್‌ಡಿ: ಜರ್ಮನಿಯ ಫೆಡರಲ್ ಗುಪ್ತಚರ ಸೇವೆ 1956 ರಲ್ಲಿ ಸ್ಥಾಪನೆಯಾಯಿತು. ಯುರೋಪಿನ ಅತಿದೊಡ್ಡ ಗುಪ್ತಚರ ಸಂಸ್ಥೆಗಳಲ್ಲಿ ಒಂದಾದ ಇದು ತಾಂತ್ರಿಕ ಬೇಹುಗಾರಿಕೆ ಮತ್ತು ಮಾಹಿತಿ ವಿಶ್ಲೇಷಣೆಯಲ್ಲಿ ಪ್ರಸಿದ್ಧ. ಎಎಸ್ಐಎಸ್: ಆಸ್ಟ್ರೇಲಿಯಾದ ಸೀಕ್ರೆಟ್ ಇಂಟೆಲಿಜೆನ್ಸ್ ಸರ್ವಿಸ್ 1952 ರಲ್ಲಿ ಸ್ಥಾಪನೆಯಾಗಿದ್ದು, ಏಷ್ಯಾ–ಪೆಸಿಫಿಕ್ ವಲಯದ ಬೆಳವಣಿಗೆಗಳ ಮೇಲೆ ನಿಗಾ ಇಡುವಲ್ಲಿ ಪ್ರಮುಖ ಪಾತ್ರ ವಹಿಸುತ್ತಿದೆ. ಮಿತ್ರ ರಾಷ್ಟ್ರಗಳ ಗುಪ್ತಚರ ಜಾಲದ ಭಾಗವಾಗಿ ಇದು ಕಾರ್ಯನಿರ್ವಹಿಸುತ್ತದೆ. ಈ ಎಲ್ಲ ಸಂಸ್ಥೆಗಳು ತಂತಮ್ಮ ರಾಷ್ಟ್ರಗಳ ಭದ್ರತೆಯ ಅದೃಶ್ಯ ಕಾವಲುಗಾರರಾಗಿ ಹಗಲಿರುಳು ಶ್ರಮಿಸುತ್ತಿವೆ. ಯುದ್ಧ, ಶಾಂತಿ, ವಾಣಿಜ್ಯ, ತಂತ್ರಜ್ಞಾನ ಹೀಗೆ ಎಲ್ಲ ಕ್ಷೇತ್ರಗಳಲ್ಲೂ ಇವುಗಳ ಪಾತ್ರ ನಿರ್ಣಾಯಕವಾಗುತ್ತಿದ್ದು, ಜಾಗತಿಕ ರಾಜಕಾರಣದ ದಿಕ್ಕನ್ನೇ ಬದಲಿಸುವ ಸಾಮರ್ಥ್ಯ ಇವುಗಳದ್ದಾಗಿದೆ ಎಂಬುದು ತಜ್ಞರ ವಿಶ್ಲೇಷಣೆ.	[14, 1261, 513, 2123]
article-body	[865, 302, 1364, 552]
headline-band	[14, 311, 846, 349]
body-text: ಸಿಂದಗಿ, ನ.10– ಬಸವಾದಿ ಶರಣರು ಸತ್ಯ ಶುದ್ಧ ಕಾಯಕದಿಂದ ಉತ್ತಮ ಬದುಕು ನಡೆಸಿ ಸಮಾಜಕ್ಕೆ ಮಾದರಿಯಾದರು ಎಂದು ಶ್ರೀ ಪಂಡಿತಾರಾಧ್ಯ ಶಿವಾಚಾರ್ಯ ಸ್ವಾಮೀಜಿ ನುಡಿದರು. ಪಟ್ಟಣದ ಶ್ರೀ ಗುರುಸಂಗಮೇಶ್ವರ ದೇವಸ್ಥಾನದಲ್ಲಿ ನಡೆದ ಶರಣ ಸಂಸ್ಕೃತಿ ಉತ್ಸವದಲ್ಲಿ ಆಶೀರ್ವಚನ ನೀಡಿದ ಶ್ರೀಗಳು, ಶರಣರ ವಚನಗಳು ಇಂದಿಗೂ ಪ್ರಸ್ತುತವಾಗಿವೆ. ಕಾಯಕ ಮತ್ತು ದಾಸೋಹ ತತ್ವಗಳು ಸಮಾಜದ ಸ್ವಾಸ್ಥ್ಯ ಕಾಪಾಡುವ ದಿವ್ಯ ಮಂತ್ರಗಳು ಎಂದರು. ಮಾನವ ಜನ್ಮ ದೊಡ್ಡದು; ಅದನ್ನು ಹಾಳು ಮಾಡಿಕೊಳ್ಳಬಾರದು ಎಂಬಂತೆ ಪ್ರತಿಯೊಬ್ಬರೂ ಬದುಕಿನಲ್ಲಿ ಸದ್ಗುಣಗಳನ್ನು ಅಳವಡಿಸಿಕೊಳ್ಳಬೇಕು. ದುಶ್ಚಟಗಳಿಂದ ದೂರವಿದ್ದು ನಿತ್ಯ ವಚನಾಧ್ಯಯನ ಮಾಡಬೇಕು ಎಂದು ಕಿವಿಮಾತು ಹೇಳಿದರು. ಕಾರ್ಯಕ್ರಮದಲ್ಲಿ 347ನೇ ವರ್ಷಾಚರಣೆಯ ಅಂಗವಾಗಿ ವಿವಿಧ ಧಾರ್ಮಿಕ ವಿಧಿ ವಿಧಾನಗಳು ಜರುಗಿದವು. ನೂರಾರು ಭಕ್ತರು ಪಾಲ್ಗೊಂಡು ತೀರ್ಥ ಪ್ರಸಾದ ಸ್ವೀಕರಿಸಿದರು. ಸಾನ್ನಿಧ್ಯ ವಹಿಸಿದ್ದ ಸ್ಥಳೀಯ ಮಠಾಧೀಶರು ಶರಣ ಸಂಸ್ಕೃತಿಯ ಮಹತ್ವ ಸಾರಿದರು.	[741, 609, 1047, 806]
article-right-columns	[1136, 858, 1364, 1190]
telegram-icon[interactable]: ➤	[150, 45, 165, 60]
article-side-columns	[1157, 134, 1364, 294]
photo-portrait-speaker	[512, 137, 680, 235]
article-sharanaru	[389, 575, 1364, 809]
article-panjurli	[14, 311, 846, 555]
article-onake-obavva	[14, 575, 370, 808]
byline: ಸಂಜೆವಾಣಿ ವಾರ್ತೆ	[389, 609, 450, 622]
body-text: ಹೇಳಿಕೊಳ್ಳುವ ಸಂದರ್ಭದಲ್ಲಿ ಟ್ವಿಂಕಲ್ ಖನ್ನಾ ಕೇಳಿದ ಪ್ರಶ್ನೆಯೊಂದು ಫರಾ ಅವರ ಕಣ್ಣಲ್ಲಿ ನೀರು ತರಿಸಿತು. ತಂದೆಯ ಆರ್ಥಿಕ ಸಂಕಷ್ಟದ ದಿನಗಳನ್ನು ನೆನೆದ ಅವರು ಮಾತು ಮುಂದುವರಿಸಲಾಗದೆ ಭಾವುಕರಾದರು. ಈ ವಿಡಿಯೋ ಸಾಮಾಜಿಕ ಜಾಲತಾಣಗಳಲ್ಲಿ ವೈರಲ್ ಆಗಿದ್ದು, ಅಭಿಮಾನಿಗಳು ಫರಾ ಅವರ ಬದುಕಿನ ಹೋರಾಟವನ್ನು ಕೊಂಡಾಡಿದ್ದಾರೆ.	[849, 1035, 982, 1174]
newspaper-logo	[221, 34, 1046, 87]
body-text: ನವದೆಹಲಿ, ನ.10– ಅಜಯ್ ದೇವಗನ್ ಅಭಿನಯದ ನಿರೀಕ್ಷಿತ ಚಿತ್ರ 'ದೇ ದೇ ಪ್ಯಾರ್ ದೇ 2' ನವೆಂಬರ್ 14, 2025 ರಂದು ಬಿಡುಗಡೆಯಾಗಲಿದೆ. ಈ ಚಿತ್ರವು 2019 ರಲ್ಲಿ ತೆರೆ ಕಂಡ 'ದೇ ದೇ ಪ್ಯಾರ್ ದೇ' ಚಿತ್ರದ ಮುಂದುವರಿದ ಭಾಗವಾಗಿದ್ದು, ವಯಸ್ಸಿನ ಅಂತರದ ಪ್ರೇಮಕತೆಯ ಹೊಸ ಆಯಾಮವನ್ನು ತೆರೆದಿಡಲಿದೆ. ಆದರೆ ಈ ಹೊಸ ಭಾಗದ ಕತೆಯ ಬಗ್ಗೆ ನಿರ್ಮಾಪಕರು ಗೌಪ್ಯತೆ ಕಾಯ್ದುಕೊಂಡಿದ್ದಾರೆ.	[14, 875, 164, 1014]
article-body	[14, 355, 316, 555]
headline-farah-khan: ಫರಾ ಖಾನಗೆ ಕಣ್ಣೀರು ಹಾಕಿಸಿದ ಟ್ವಿಂಕಲ್ ಖನ್ನಾ	[857, 824, 1196, 850]
body-text: ಚಿಕ್ಕಮಗಳೂರು, ನ. 10– ತಾಲ್ಲೂಕಿನ ಹಂದ್ರಕೆರೆ ಗ್ರಾಮದಲ್ಲಿರುವ ಗಿರಿಗದ್ದೇಶ್ವರ ದೇವಾಲಯದಲ್ಲಿ ಕಾರ್ತಿಕ ಮಾಸದ ವಿಶೇಷ ಪೂಜಾ ಕಾರ್ಯಕ್ರಮದ ಪ್ರಯುಕ್ತ ಪಂಜುರ್ಲಿ ದೈವಕ್ಕೆ ಭಕ್ತಿ ಸಮರ್ಪಿಸಲಾಯಿತು. ಕರಾವಳಿ ಭಾಗದ ಪ್ರಸಿದ್ಧ ದೈವಾರಾಧನೆ ಸಂಪ್ರದಾಯದಂತೆ ನಡೆದ ಕೋಲ ಕಾರ್ಯಕ್ರಮದಲ್ಲಿ ನೂರಾರು ಭಕ್ತರು ಪಾಲ್ಗೊಂಡಿದ್ದರು. ಢೋಲು, ವಾದ್ಯಗಳ ನಿನಾದದ ನಡುವೆ ದೈವ ನರ್ತಕರು ಪ್ರದರ್ಶಿಸಿದ ನೃತ್ಯ ಭಕ್ತರನ್ನು ಮಂತ್ರಮುಗ್ಧಗೊಳಿಸಿತು. ಗ್ರಾಮದ ಸಮಸ್ತರ ಶ್ರೇಯೋಭಿವೃದ್ಧಿಗಾಗಿ ವಿಶೇಷ ಪ್ರಾರ್ಥನೆ ಸಲ್ಲಿಸಲಾಯಿತು. ಧಾರ್ಮಿಕ ವಿಧಿ ವಿಧಾನಗಳನ್ನು ನೆರವೇರಿಸಿದ ಅರ್ಚಕರು ನಾಡಿನ ಸಂಸ್ಕೃತಿಯಲ್ಲಿ ದೈವಾರಾಧನೆಯ ಮಹತ್ವವನ್ನು ವಿವರಿಸಿದರು. ಭಕ್ತರು ಹರಕೆ ಸಲ್ಲಿಸಿ ಪ್ರಸಾದ ಸ್ವೀಕರಿಸಿದರು.	[14, 355, 316, 552]
headline-onake-obavva: ನಾಳೆ ಒನಕೆ ಓಬವ್ವ ಜಯಂತ್ಯುತ್ಸವ	[14, 575, 370, 604]
article-body	[14, 137, 502, 303]
article-tail-column: ಸುಮಾರು 3 ಲಕ್ಷ ವಿದ್ಯಾರ್ಥಿಗಳಿಗೆ ಅನುಕೂಲವಾಗಲಿದೆ. ಸಾಮಾಜಿಕ ಕಾರ್ಯಕರ್ತರು, ಸಾಮಾಜಿಕ ಸಂಘಟನೆಗಳು ಬಿಸಿಯೂಟ ಯೋಜನೆಯನ್ನು ಪದವಿ ಪೂರ್ವ ಹಂತಕ್ಕೆ ವಿಸ್ತರಿಸಬೇಕೆಂದು ಹಲವಾರು ವರ್ಷಗಳಿಂದ ಹೋರಾಟ ಮಾಡುತ್ತಿದ್ದರು. ಇಂತಹ ಮಹತ್ವದ ತೀರ್ಮಾನ ಕೈಗೊಳ್ಳಲು ಮುಂದಾದ ಸರ್ಕಾರಕ್ಕೆ ಅಭಿನಂದನೆ ಸಲ್ಲಿಸಿದರು.	[690, 137, 846, 303]
photo-column	[849, 858, 1126, 1190]
middle-left-column	[14, 575, 380, 810]
middle-right-column	[380, 575, 1364, 810]
headline-band	[239, 1209, 1139, 1251]
article-midday-meal	[14, 100, 846, 303]
photo-column	[174, 858, 432, 1190]
logo-text-left: ಸಂಜೆ	[555, 33, 634, 85]
social-handle[interactable]: @sanjevaninews	[16, 46, 109, 59]
photo-talk-show-guests	[849, 858, 1126, 1028]
photo-column	[512, 137, 680, 303]
photo-column	[519, 609, 731, 809]
byline: ಸಂಜೆವಾಣಿ ವಾರ್ತೆ	[689, 859, 750, 872]
headline-midday-meal: ಬಿಸಿಯೂಟ ಯೋಜನೆ ಪಿ.ಯು ಕಾಲೇಜಿಗೂ ವಿಸ್ತರಣೆ ಚಿಂತನೆ ಸ್ವಾಗತಾರ್ಹ: ಡಾ.ತಿಪ್ಪೇಸ್ವಾಮಿ	[14, 100, 846, 131]
article-right-columns	[442, 858, 670, 1190]
headline-panjurli: ಪಂಜುರ್ಲಿ ದೈವಕ್ಕೆ ಭಕ್ತಿ ಸಮರ್ಪಣೆ	[296, 315, 564, 344]
article-body	[14, 1259, 1364, 2137]
edition-year: 2025	[1226, 63, 1257, 79]
article-intelligence-agencies	[14, 1209, 1364, 2137]
byline: ಸಂಜೆವಾಣಿ ವಾರ್ತೆ	[14, 355, 75, 368]
byline: ಸಂಜೆವಾಣಿ ವಾರ್ತೆ	[14, 859, 75, 872]
photo-column	[326, 355, 846, 555]
photo-religious-gathering	[519, 609, 731, 761]
intelligence-section	[14, 1202, 1364, 2137]
article-left-column	[14, 858, 164, 1190]
article-ajay-devgn-movie	[14, 823, 670, 1190]
logo-accent-text: ವಾ	[633, 33, 679, 85]
article-left-column	[689, 858, 839, 1190]
instagram-icon[interactable]: ◉	[131, 45, 146, 60]
top-section	[14, 100, 1364, 562]
